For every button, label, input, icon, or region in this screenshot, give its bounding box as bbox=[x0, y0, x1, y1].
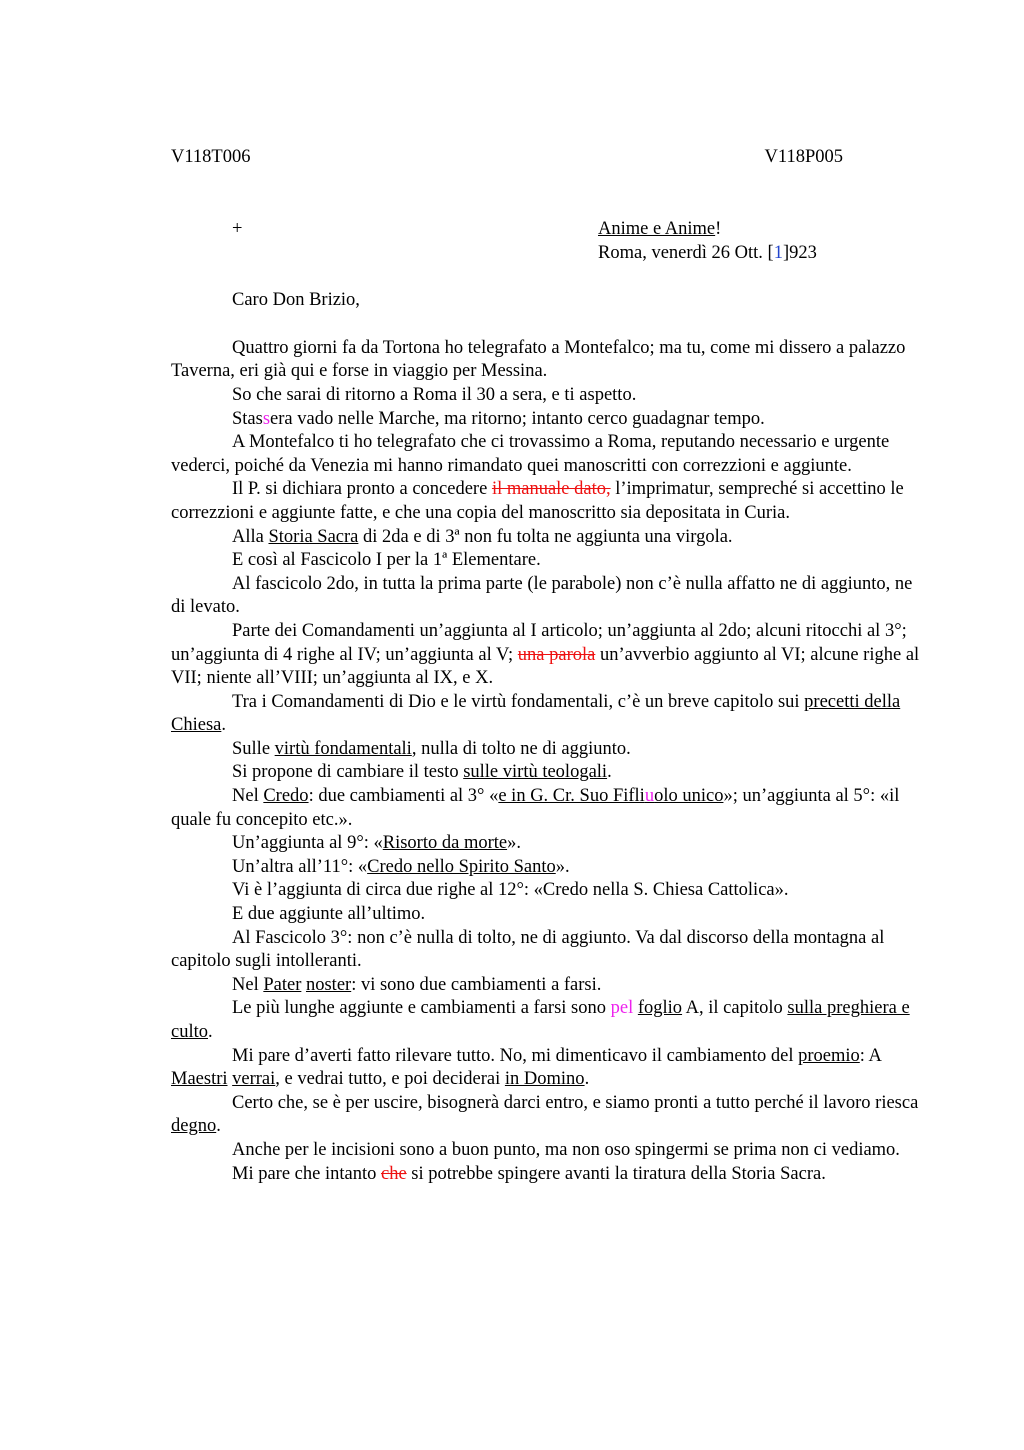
underlined-text: Maestri bbox=[171, 1069, 228, 1090]
motto-and-date bbox=[598, 218, 817, 265]
letter-page bbox=[171, 146, 923, 1186]
deleted-text: il manuale dato, bbox=[491, 479, 611, 500]
paragraph: Al Fascicolo 3°: non c’è nulla di tolto, ne di aggiunto. Va dal discorso della montagna al capitolo sugli intolleranti. bbox=[171, 927, 885, 972]
salutation: Caro Don Brizio, bbox=[232, 290, 360, 311]
paragraph: Nel Credo: due cambiamenti al 3° «e in G. Cr. Suo Fifliuolo unico»; un’aggiunta al 5°: «il quale fu concepito etc.». bbox=[171, 786, 900, 830]
document-ids bbox=[171, 146, 923, 170]
motto-exclamation: ! bbox=[715, 219, 722, 239]
paragraph: Il P. si dichiara pronto a concedere il manuale dato, l’imprimatur, sempreché si accettino le correzzioni e aggiunte fatte, e che una copia del manoscritto sia depositata in Curia. bbox=[171, 479, 904, 523]
date-line bbox=[598, 242, 817, 266]
underlined-text: foglio bbox=[637, 998, 683, 1019]
underlined-text: Credo bbox=[263, 786, 309, 807]
inserted-letter: s bbox=[262, 408, 271, 429]
paragraph: Alla Storia Sacra di 2da e di 3ª non fu tolta ne aggiunta una virgola. bbox=[232, 526, 733, 547]
paragraph: Mi pare che intanto che si potrebbe spingere avanti la tiratura della Storia Sacra. bbox=[232, 1163, 826, 1184]
underlined-text: sulle virtù teologali bbox=[463, 762, 608, 783]
paragraph: Nel Pater noster: vi sono due cambiamenti a farsi. bbox=[232, 974, 602, 995]
paragraph: Parte dei Comandamenti un’aggiunta al I articolo; un’aggiunta al 2do; alcuni ritocchi al 3°; un’aggiunta di 4 righe al IV; un’aggiunta al V; una parola un’avverbio aggiunto al VI; alcune righe al VII; niente all’VIII; un’aggiunta al IX, e X. bbox=[171, 620, 920, 689]
motto-text: Anime e Anime bbox=[598, 219, 716, 239]
underlined-text: in Domino bbox=[504, 1069, 585, 1090]
paragraph: Mi pare d’averti fatto rilevare tutto. No, mi dimenticavo il cambiamento del proemio: A Maestri verrai, e vedrai tutto, e poi deciderai in Domino. bbox=[171, 1045, 881, 1090]
date-suffix: ]923 bbox=[782, 242, 817, 263]
deleted-text: che bbox=[380, 1163, 407, 1184]
paragraph: Anche per le incisioni sono a buon punto, ma non oso spingermi se prima non ci vediamo. bbox=[232, 1139, 900, 1160]
underlined-text: virtù fondamentali bbox=[274, 738, 412, 759]
underlined-text: precetti della Chiesa bbox=[171, 691, 901, 736]
cross-mark: + bbox=[232, 219, 243, 239]
paragraph: Certo che, se è per uscire, bisognerà darci entro, e siamo pronti a tutto perché il lavoro riesca degno. bbox=[171, 1092, 919, 1137]
left-document-id: V118T006 bbox=[171, 147, 251, 167]
inserted-word: pel bbox=[610, 998, 634, 1019]
right-document-id: V118P005 bbox=[764, 147, 843, 167]
paragraph: E due aggiunte all’ultimo. bbox=[232, 904, 426, 925]
paragraph: Al fascicolo 2do, in tutta la prima parte (le parabole) non c’è nulla affatto ne di aggiunto, ne di levato. bbox=[171, 573, 913, 618]
paragraph: E così al Fascicolo I per la 1ª Elementare. bbox=[232, 550, 541, 571]
underlined-text: Pater bbox=[263, 974, 302, 995]
paragraph: Quattro giorni fa da Tortona ho telegrafato a Montefalco; ma tu, come mi dissero a palazzo Taverna, eri già qui e forse in viaggio per Messina. bbox=[171, 337, 906, 382]
underlined-text: proemio bbox=[798, 1045, 860, 1066]
underlined-text: Storia Sacra bbox=[268, 526, 359, 547]
date-prefix: Roma, venerdì 26 Ott. [ bbox=[598, 242, 774, 263]
motto bbox=[598, 218, 817, 242]
paragraph: Sulle virtù fondamentali, nulla di tolto ne di aggiunto. bbox=[232, 738, 631, 759]
paragraph: A Montefalco ti ho telegrafato che ci trovassimo a Roma, reputando necessario e urgente vederci, poiché da Venezia mi hanno rimandato quei manoscritti con correzzioni e aggiunte. bbox=[171, 432, 890, 476]
underlined-text: noster bbox=[305, 974, 352, 995]
paragraph: Stassera vado nelle Marche, ma ritorno; intanto cerco guadagnar tempo. bbox=[232, 408, 765, 429]
paragraph: Tra i Comandamenti di Dio e le virtù fondamentali, c’è un breve capitolo sui precetti della Chiesa. bbox=[171, 691, 901, 736]
underlined-text: e in G. Cr. Suo Fifliuolo unico bbox=[498, 786, 724, 807]
paragraph: So che sarai di ritorno a Roma il 30 a sera, e ti aspetto. bbox=[232, 384, 637, 405]
underlined-text: Risorto da morte bbox=[382, 833, 508, 854]
paragraph: Si propone di cambiare il testo sulle virtù teologali. bbox=[232, 762, 612, 783]
underlined-text: verrai bbox=[232, 1069, 276, 1090]
date-inserted-digit: 1 bbox=[773, 242, 783, 263]
paragraph: Vi è l’aggiunta di circa due righe al 12°: «Credo nella S. Chiesa Cattolica». bbox=[232, 880, 789, 901]
letter-body bbox=[171, 337, 923, 1186]
deleted-text: una parola bbox=[517, 644, 596, 665]
paragraph: Un’aggiunta al 9°: «Risorto da morte». bbox=[232, 833, 521, 854]
underlined-text: degno bbox=[171, 1116, 217, 1137]
inserted-letter: u bbox=[644, 786, 655, 807]
paragraph: Un’altra all’11°: «Credo nello Spirito Santo». bbox=[232, 856, 570, 877]
paragraph: Le più lunghe aggiunte e cambiamenti a farsi sono pel foglio A, il capitolo sulla preghiera e culto. bbox=[171, 998, 910, 1042]
underlined-text: Credo nello Spirito Santo bbox=[367, 856, 556, 877]
underlined-text: sulla preghiera e culto bbox=[171, 998, 910, 1042]
letter-heading bbox=[171, 218, 923, 265]
